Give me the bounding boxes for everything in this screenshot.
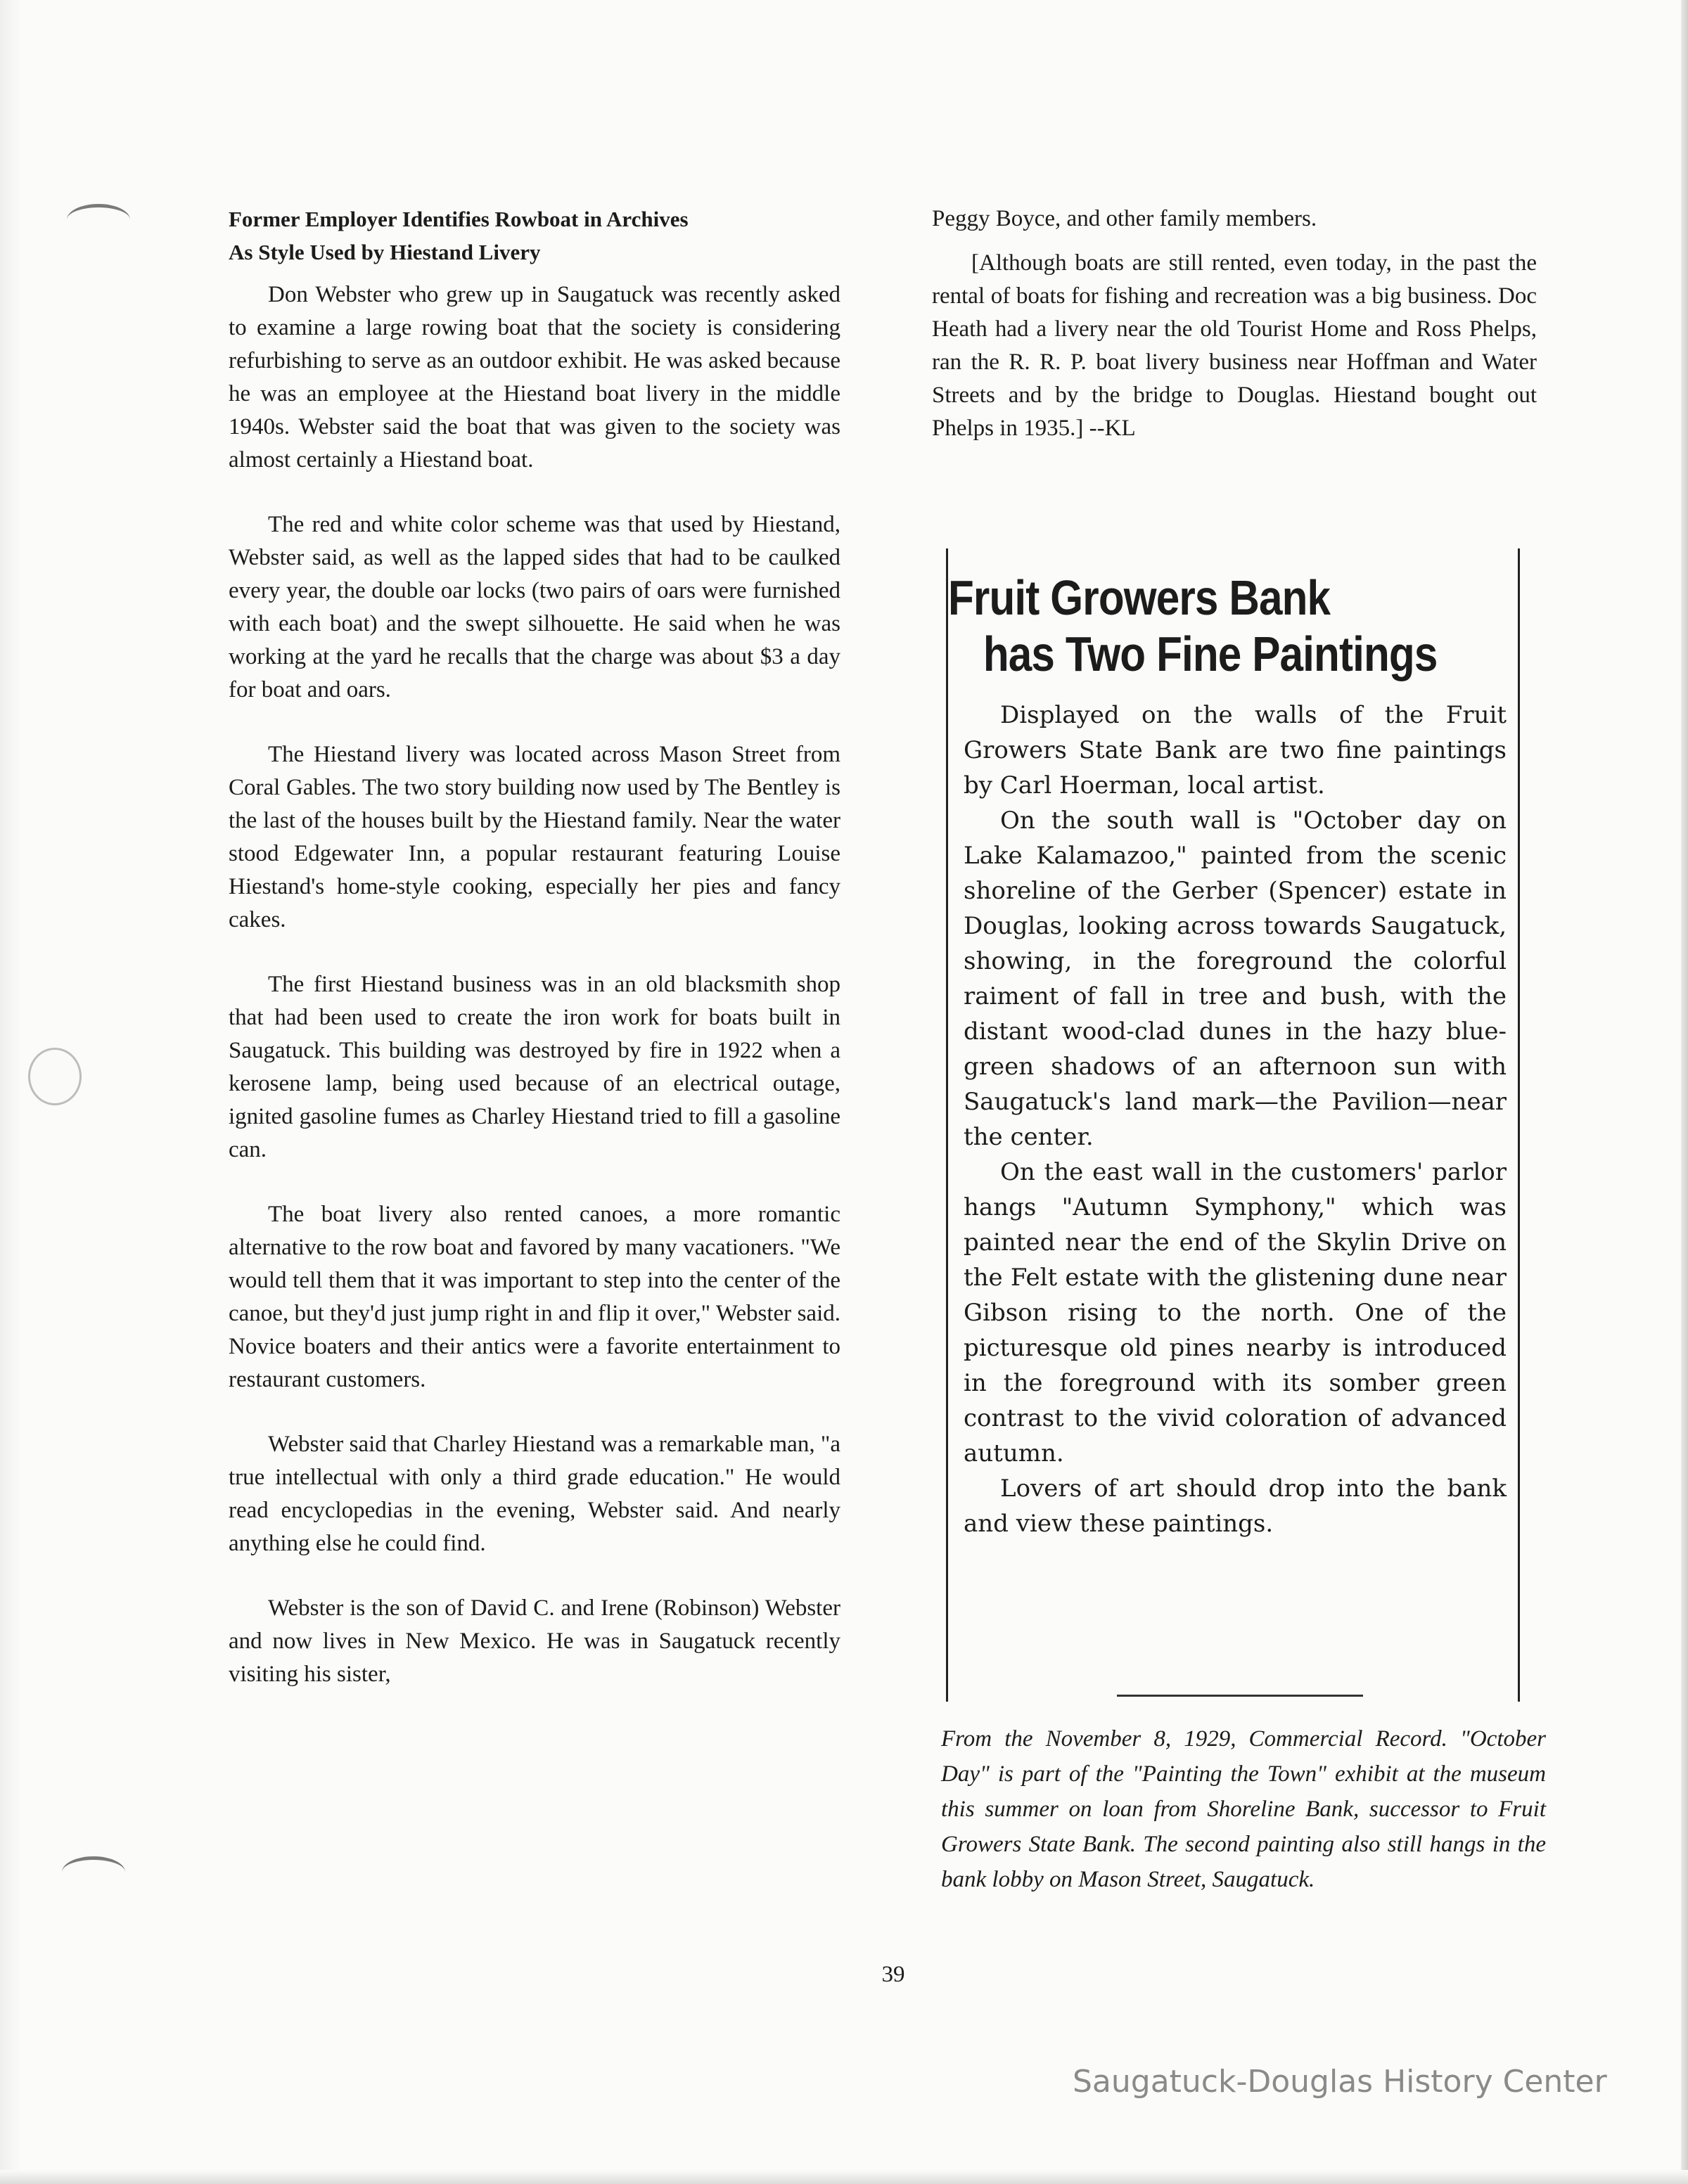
punch-hole [28, 1048, 82, 1105]
editor-note: [Although boats are still rented, even today, in the past the rental of boats for fishing and recreation was a big business. Doc Heath had a livery near the old Tourist Home and Ross Phelps, ran the R. R. P. boat livery business near Hoffman and Water Streets and by the bridge to Douglas. Hiestand bought out Phelps in 1935.] --KL [932, 250, 1537, 441]
article-paragraph: The boat livery also rented canoes, a more romantic alternative to the row boat and favored by many vacationers. "We would tell them that it was important to step into the center of the canoe, but they'd just jump right in and flip it over," Webster said. Novice boaters and their antics were a favorite entertainment to restaurant customers. [229, 1202, 840, 1392]
clipping-end-rule [1117, 1695, 1363, 1697]
article-paragraph: Webster said that Charley Hiestand was a remarkable man, "a true intellectual with only a third grade education." He would read encyclopedias in the evening, Webster said. And nearly anything else he could find. [229, 1432, 840, 1556]
clipping-paragraph: On the east wall in the customers' parlor hangs "Autumn Symphony," which was painted near the end of the Skylin Drive on the Felt estate with the glistening dune near Gibson rising to the north. One of the picturesque old pines nearby is introduced in the foreground with its somber green contrast to the vivid coloration of advanced autumn. [964, 1158, 1507, 1467]
article-continuation-column [932, 203, 1537, 456]
page-bottom-edge [0, 2170, 1688, 2184]
article-paragraph: Don Webster who grew up in Saugatuck was recently asked to examine a large rowing boat that the society is considering refurbishing to serve as an outdoor exhibit. He was asked because he was an employee at the Hiestand boat livery in the middle 1940s. Webster said the boat that was given to the society was almost certainly a Hiestand boat. [229, 282, 840, 473]
article-continuation: Peggy Boyce, and other family members. [932, 206, 1317, 231]
clipping-title-line-2: has Two Fine Paintings [983, 627, 1438, 681]
page-left-edge [0, 0, 21, 2184]
clipping-title-line-1: Fruit Growers Bank [948, 570, 1331, 625]
clipping-paragraph: Displayed on the walls of the Fruit Growers State Bank are two fine paintings by Carl Hoerman, local artist. [964, 701, 1507, 799]
clipping-paragraph: On the south wall is "October day on Lake Kalamazoo," painted from the scenic shoreline of the Gerber (Spencer) estate in Douglas, looking across towards Saugatuck, showing, in the foreground the colorful raiment of fall in tree and bush, with the distant wood-clad dunes in the hazy blue-green shadows of an afternoon sun with Saugatuck's land mark—the Pavilion—near the center. [964, 807, 1507, 1151]
clipping-body [948, 698, 1518, 1541]
article-column [229, 203, 840, 1723]
binder-mark-top [67, 204, 130, 236]
headline-line-2: As Style Used by Hiestand Livery [229, 240, 541, 264]
article-paragraph: Webster is the son of David C. and Irene (Robinson) Webster and now lives in New Mexico. He was in Saugatuck recently visiting his sister, [229, 1595, 840, 1687]
binder-mark-bottom [62, 1856, 125, 1888]
clipping-caption: From the November 8, 1929, Commercial Record. "October Day" is part of the "Painting the Town" exhibit at the museum this summer on loan from Shoreline Bank, successor to Fruit Growers State Bank. The second painting also still hangs in the bank lobby on Mason Street, Saugatuck. [941, 1726, 1546, 1892]
watermark: Saugatuck-Douglas History Center [1073, 2064, 1607, 2100]
page-right-edge [1681, 0, 1688, 2184]
article-paragraph: The red and white color scheme was that used by Hiestand, Webster said, as well as the lapped sides that had to be caulked every year, the double oar locks (two pairs of oars were furnished with each boat) and the swept silhouette. He said when he was working at the yard he recalls that the charge was about $3 a day for boat and oars. [229, 512, 840, 702]
page-number: 39 [881, 1962, 905, 1987]
article-paragraph: The first Hiestand business was in an old blacksmith shop that had been used to create the iron work for boats built in Saugatuck. This building was destroyed by fire in 1922 when a kerosene lamp, being used because of an electrical outage, ignited gasoline fumes as Charley Hiestand tried to fill a gasoline can. [229, 972, 840, 1162]
clipping-paragraph: Lovers of art should drop into the bank and view these paintings. [964, 1475, 1507, 1538]
article-paragraph: The Hiestand livery was located across Mason Street from Coral Gables. The two story building now used by The Bentley is the last of the houses built by the Hiestand family. Near the water stood Edgewater Inn, a popular restaurant featuring Louise Hiestand's home-style cooking, especially her pies and fancy cakes. [229, 742, 840, 932]
headline-line-1: Former Employer Identifies Rowboat in Archives [229, 207, 689, 231]
article-headline [229, 203, 840, 269]
clipping-title [948, 570, 1516, 682]
newspaper-clipping [946, 548, 1520, 1702]
